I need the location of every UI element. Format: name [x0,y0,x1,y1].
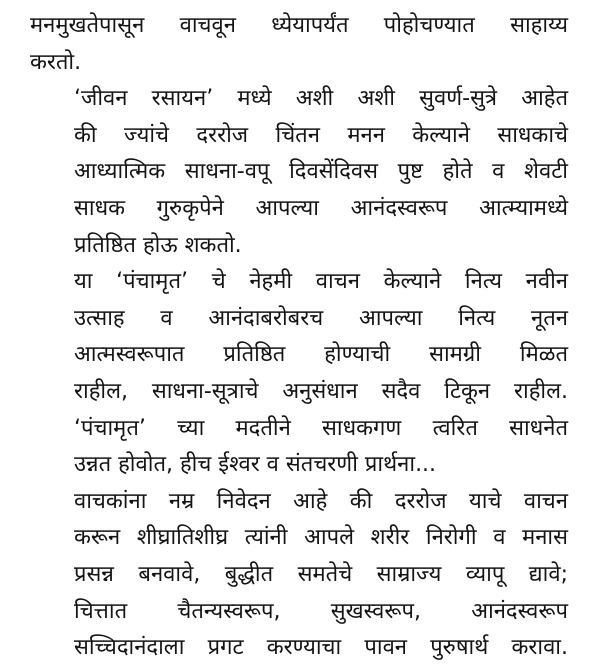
text-line: उत्साह व आनंदाबरोबरच आपल्या नित्य नूतन [74,305,568,331]
text-line: प्रतिष्ठित होऊ शकतो. [74,232,242,258]
text-line: आध्यात्मिक साधना-वपू दिवसेंदिवस पुष्ट होते व शेवटी [74,159,568,185]
text-line: प्रसन्न बनवावे, बुद्धीत समतेचे साम्राज्य व्यापू द्यावे; [74,561,568,587]
text-line: चित्तात चैतन्यस्वरूप, सुखस्वरूप, आनंदस्वरूप [74,598,568,624]
paragraph-3 [30,264,568,410]
text-line: उन्नत होवोत, हीच ईश्वर व संतचरणी प्रार्थना... [74,452,437,478]
paragraph-1 [30,8,568,81]
text-line: की ज्यांचे दररोज चिंतन मनन केल्याने साधकाचे [74,122,568,148]
text-line: आत्मस्वरूपात प्रतिष्ठित होण्याची सामग्री मिळत [74,342,568,368]
text-line: सच्चिदानंदाला प्रगट करण्याचा पावन पुरुषार्थ करावा. [74,635,568,661]
text-line: वाचकांना नम्र निवेदन आहे की दररोज याचे वाचन [74,488,568,514]
text-line: ‘जीवन रसायन’ मध्ये अशी अशी सुवर्ण-सुत्रे आहेत [74,86,568,112]
paragraph-5 [30,484,568,667]
text-line: राहील, साधना-सूत्राचे अनुसंधान सदैव टिकून राहील. [74,378,568,404]
text-line: या ‘पंचामृत’ चे नेहमी वाचन केल्याने नित्य नवीन [74,269,568,295]
paragraph-2 [30,81,568,264]
text-line: करतो. [30,49,82,75]
paragraph-4 [30,411,568,484]
text-line: ‘पंचामृत’ च्या मदतीने साधकगण त्वरित साधनेत [74,415,568,441]
text-line: मनमुखतेपासून वाचवून ध्येयापर्यंत पोहोचण्यात साहाय्य [30,13,568,38]
text-line: करून शीघ्रातिशीघ्र त्यांनी आपले शरीर निरोगी व मनास [74,525,568,551]
text-line: साधक गुरुकृपेने आपल्या आनंदस्वरूप आत्म्यामध्ये [74,195,568,221]
